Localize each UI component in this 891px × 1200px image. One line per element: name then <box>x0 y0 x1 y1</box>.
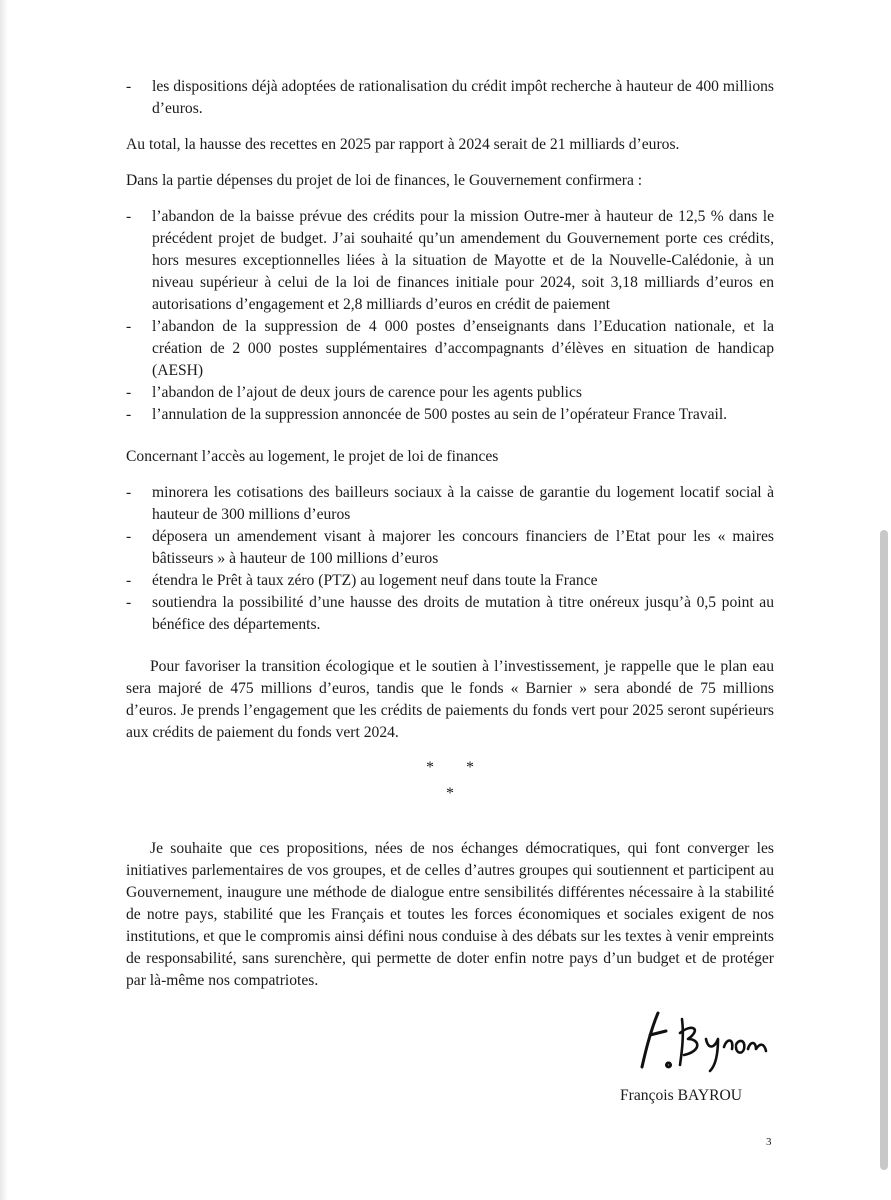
paragraph-logement-intro: Concernant l’accès au logement, le projet de loi de finances <box>126 448 499 465</box>
paragraph-transition: Pour favoriser la transition écologique et le soutien à l’investissement, je rappelle que le plan eau sera majoré de 475 millions d’euros, tandis que le fonds « Barnier » sera abondé de 75 millions d’euros. Je prends l’engagement que les crédits de paiements du fonds vert pour 2025 seront supérieurs aux crédits de paiement du fonds vert 2024. <box>126 658 774 741</box>
bullet-text: les dispositions déjà adoptées de rationalisation du crédit impôt recherche à hauteur de 400 millions d’euros. <box>152 78 774 117</box>
separator-star-bottom: * <box>446 785 468 802</box>
page-number: 3 <box>766 1136 772 1148</box>
paragraph-conclusion: Je souhaite que ces propositions, nées de nos échanges démocratiques, qui font converger les initiatives parlementaires de vos groupes, et de celles d’autres groupes qui soutiennent et participent au Gouvernement, inaugure une méthode de dialogue entre sensibilités différentes nécessaire à la stabilité de notre pays, stabilité que les Français et toutes les forces économiques et sociales exigent de nos institutions, et que le compromis ainsi défini nous conduise à des débats sur les textes à venir empreints de responsabilité, sans surenchère, qui permette de doter enfin notre pays d’un budget et de protéger par là-même nos compatriotes. <box>126 840 774 989</box>
signatory-name: François BAYROU <box>620 1087 743 1104</box>
list-item <box>126 570 774 592</box>
bullet-dash: - <box>126 572 132 589</box>
bullet-dash: - <box>126 384 132 401</box>
bullet-text: minorera les cotisations des bailleurs sociaux à la caisse de garantie du logement locatif social à hauteur de 300 millions d’euros <box>152 484 774 523</box>
signature-block <box>600 1005 800 1105</box>
page-edge-shadow <box>0 0 8 1200</box>
bullet-text: déposera un amendement visant à majorer les concours financiers de l’Etat pour les « maires bâtisseurs » à hauteur de 100 millions d’euros <box>152 528 774 567</box>
intro-bullet-list <box>126 76 774 120</box>
separator-stars-top: * * <box>426 759 488 776</box>
bullet-dash: - <box>126 208 132 225</box>
list-item <box>126 316 774 382</box>
paragraph-total: Au total, la hausse des recettes en 2025 par rapport à 2024 serait de 21 milliards d’euros. <box>126 136 680 153</box>
logement-bullet-list <box>126 482 774 636</box>
bullet-dash: - <box>126 78 132 95</box>
list-item <box>126 526 774 570</box>
bullet-text: étendra le Prêt à taux zéro (PTZ) au logement neuf dans toute la France <box>152 572 598 589</box>
bullet-text: soutiendra la possibilité d’une hausse des droits de mutation à titre onéreux jusqu’à 0,5 point au bénéfice des départements. <box>152 594 774 633</box>
list-item <box>126 482 774 526</box>
handwritten-signature <box>622 1005 772 1077</box>
list-item <box>126 382 774 404</box>
bullet-dash: - <box>126 594 132 611</box>
list-item <box>126 206 774 316</box>
list-item <box>126 404 774 426</box>
paragraph-depenses-intro: Dans la partie dépenses du projet de loi de finances, le Gouvernement confirmera : <box>126 172 643 189</box>
bullet-dash: - <box>126 318 132 335</box>
bullet-dash: - <box>126 406 132 423</box>
bullet-text: l’abandon de la suppression de 4 000 postes d’enseignants dans l’Education nationale, et la création de 2 000 postes supplémentaires d’accompagnants d’élèves en situation de handicap (AESH) <box>152 318 774 379</box>
bullet-text: l’abandon de l’ajout de deux jours de carence pour les agents publics <box>152 384 582 401</box>
list-item <box>126 76 774 120</box>
vertical-scrollbar[interactable] <box>880 530 888 1170</box>
document-body <box>126 76 774 992</box>
bullet-text: l’abandon de la baisse prévue des crédits pour la mission Outre-mer à hauteur de 12,5 % dans le précédent projet de budget. J’ai souhaité qu’un amendement du Gouvernement porte ces crédits, hors mesures exceptionnelles liées à la situation de Mayotte et de la Nouvelle-Calédonie, à un niveau supérieur à celui de la loi de finances initiale pour 2024, soit 3,18 milliards d’euros en autorisations d’engagement et 2,8 milliards d’euros en crédit de paiement <box>152 208 774 313</box>
bullet-dash: - <box>126 484 132 501</box>
depenses-bullet-list <box>126 206 774 426</box>
bullet-dash: - <box>126 528 132 545</box>
list-item <box>126 592 774 636</box>
bullet-text: l’annulation de la suppression annoncée de 500 postes au sein de l’opérateur France Travail. <box>152 406 728 423</box>
